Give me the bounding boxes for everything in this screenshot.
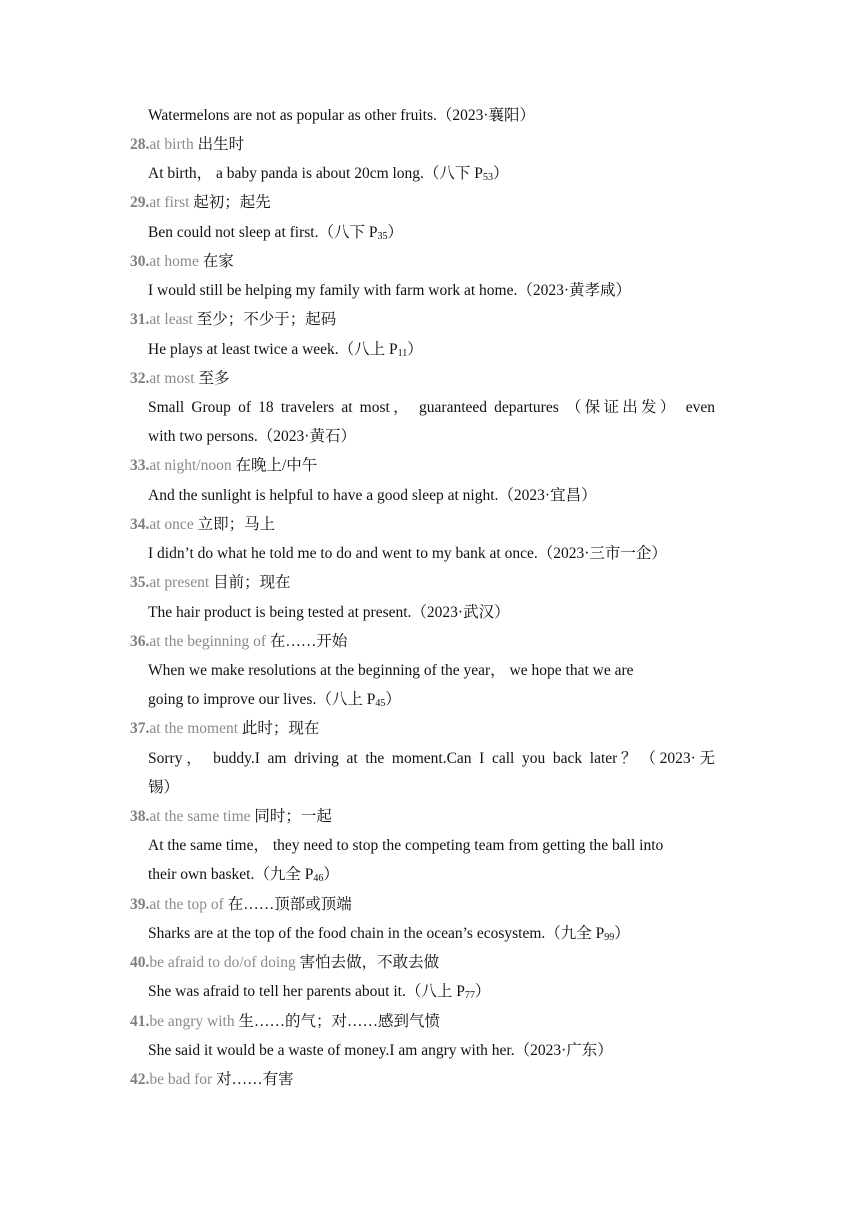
entry-number: 33. — [130, 457, 150, 474]
example-sentence: Watermelons are not as popular as other fruits.（2023·襄阳） — [148, 107, 536, 124]
phrase-entry — [130, 953, 439, 973]
example-sentence: Small Group of 18 travelers at most， guaranteed departures （保证出发） even — [148, 399, 715, 416]
phrase-text: be bad for — [149, 1071, 213, 1088]
phrase-meaning: 同时；一起 — [250, 808, 332, 825]
phrase-meaning: 此时；现在 — [238, 720, 320, 737]
phrase-meaning: 在晚上/中午 — [231, 457, 318, 474]
example-sentence: And the sunlight is helpful to have a good sleep at night.（2023·宜昌） — [148, 487, 597, 504]
entry-number: 29. — [130, 194, 150, 211]
phrase-entry — [130, 252, 234, 272]
example-sentence: Ben could not sleep at first.（八下 $P_{35}$） — [148, 224, 403, 242]
entry-number: 34. — [130, 516, 150, 533]
phrase-text: at most — [149, 370, 195, 387]
entry-number: 37. — [130, 720, 150, 737]
phrase-entry — [130, 719, 319, 739]
phrase-meaning: 目前；现在 — [209, 574, 291, 591]
phrase-entry — [130, 1012, 440, 1032]
entry-number: 41. — [130, 1013, 150, 1030]
phrase-entry — [130, 895, 352, 915]
phrase-text: at the moment — [149, 720, 239, 737]
example-sentence-continued: with two persons.（2023·黄石） — [148, 428, 356, 445]
phrase-text: at the same time — [149, 808, 251, 825]
phrase-text: at present — [149, 574, 210, 591]
example-sentence-continued: their own basket.（九全 $P_{46}$） — [148, 866, 339, 884]
example-sentence: Sorry， buddy.I am driving at the moment.Can I call you back later？（2023·无 — [148, 750, 715, 767]
example-sentence: She said it would be a waste of money.I am angry with her.（2023·广东） — [148, 1042, 613, 1059]
entry-number: 30. — [130, 253, 150, 270]
phrase-meaning: 在……开始 — [266, 633, 348, 650]
example-sentence: When we make resolutions at the beginning of the year， we hope that we are — [148, 662, 634, 679]
phrase-meaning: 出生时 — [193, 136, 245, 153]
phrase-text: at the top of — [149, 896, 224, 913]
phrase-text: at home — [149, 253, 199, 270]
phrase-text: at once — [149, 516, 194, 533]
phrase-meaning: 至多 — [194, 370, 230, 387]
phrase-text: at the beginning of — [149, 633, 267, 650]
phrase-entry — [130, 632, 347, 652]
entry-number: 39. — [130, 896, 150, 913]
phrase-meaning: 对……有害 — [212, 1071, 294, 1088]
example-sentence-continued: 锡） — [148, 779, 180, 796]
phrase-entry — [130, 807, 332, 827]
phrase-text: at night/noon — [149, 457, 232, 474]
phrase-text: at first — [149, 194, 190, 211]
phrase-meaning: 起初；起先 — [189, 194, 271, 211]
example-sentence-continued: going to improve our lives.（八上 $P_{45}$） — [148, 691, 401, 709]
phrase-meaning: 在……顶部或顶端 — [223, 896, 352, 913]
phrase-entry — [130, 193, 271, 213]
phrase-meaning: 立即；马上 — [193, 516, 276, 533]
example-sentence: I didn’t do what he told me to do and went to my bank at once.（2023·三市一企） — [148, 545, 667, 562]
phrase-entry — [130, 573, 291, 593]
example-sentence: She was afraid to tell her parents about it.（八上 $P_{77}$） — [148, 983, 491, 1001]
entry-number: 28. — [130, 136, 150, 153]
entry-number: 31. — [130, 311, 150, 328]
phrase-entry — [130, 135, 244, 155]
phrase-entry — [130, 310, 336, 330]
example-sentence: At the same time， they need to stop the competing team from getting the ball into — [148, 837, 664, 854]
phrase-text: at least — [149, 311, 193, 328]
phrase-entry — [130, 456, 317, 476]
phrase-meaning: 在家 — [198, 253, 234, 270]
example-sentence: The hair product is being tested at present.（2023·武汉） — [148, 604, 510, 621]
entry-number: 42. — [130, 1071, 150, 1088]
entry-number: 32. — [130, 370, 150, 387]
entry-number: 38. — [130, 808, 150, 825]
phrase-text: be afraid to do/of doing — [149, 954, 296, 971]
phrase-entry — [130, 369, 229, 389]
phrase-meaning: 生……的气；对……感到气愤 — [234, 1013, 440, 1030]
example-sentence: He plays at least twice a week.（八上 $P_{11}$） — [148, 341, 423, 359]
entry-number: 40. — [130, 954, 150, 971]
entry-number: 35. — [130, 574, 150, 591]
phrase-meaning: 至少；不少于；起码 — [192, 311, 337, 328]
phrase-text: at birth — [149, 136, 194, 153]
phrase-text: be angry with — [149, 1013, 235, 1030]
phrase-entry — [130, 515, 275, 535]
phrase-meaning: 害怕去做，不敢去做 — [295, 954, 440, 971]
phrase-entry — [130, 1070, 294, 1090]
example-sentence: Sharks are at the top of the food chain in the ocean’s ecosystem.（九全 $P_{99}$） — [148, 925, 630, 943]
example-sentence: I would still be helping my family with farm work at home.（2023·黄孝咸） — [148, 282, 632, 299]
example-sentence: At birth， a baby panda is about 20cm long.（八下 $P_{53}$） — [148, 165, 509, 183]
entry-number: 36. — [130, 633, 150, 650]
